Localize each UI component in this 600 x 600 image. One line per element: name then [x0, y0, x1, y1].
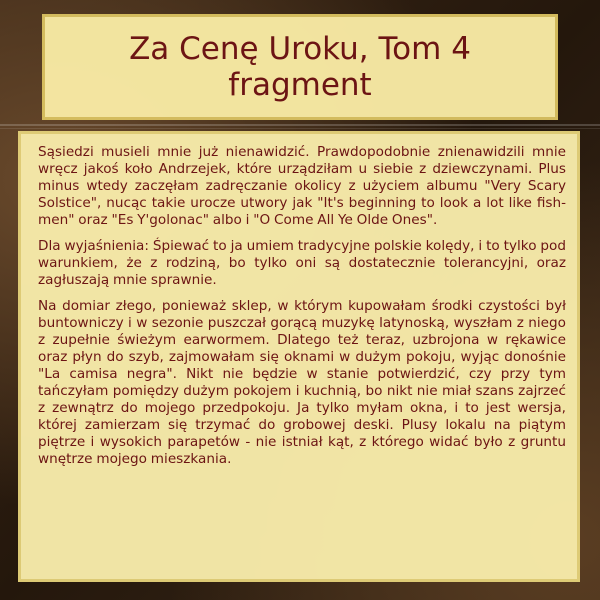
background-shelf-edge [0, 124, 600, 126]
title-line-1: Za Cenę Uroku, Tom 4 [129, 31, 471, 67]
background-shelf-edge-2 [0, 128, 600, 129]
paragraph-2: Dla wyjaśnienia: Śpiewać to ja umiem tradycyjne polskie kolędy, i to tylko pod warunkiem, że z rodziną, bo tylko oni są dostatecznie tolerancyjni, oraz zagłuszają mnie sprawnie. [38, 238, 566, 288]
paragraph-3: Na domiar złego, ponieważ sklep, w którym kupowałam środki czystości był buntowniczy i w sezonie puszczał gorącą muzykę latynoską, wyszłam z niego z zupełnie świeżym earwormem. Dlatego też teraz, uzbrojona w rękawice oraz płyn do szyb, zajmowałam się oknami w dużym pokoju, wyjąc donośnie "La camisa negra". Nikt nie będzie w stanie potwierdzić, czy przy tym tańczyłam pomiędzy dużym pokojem i kuchnią, bo nikt nie miał szans zajrzeć z zewnątrz do mojego przedpokoju. Ja tylko myłam okna, i to jest wersja, której zamierzam się trzymać do grobowej deski. Plusy lokalu na piątym piętrze i wysokich parapetów - nie istniał kąt, z którego widać było z gruntu wnętrze mojego mieszkania. [38, 298, 566, 467]
title-line-2: fragment [228, 67, 372, 103]
title-box [42, 14, 558, 120]
text-box [18, 131, 580, 582]
paragraph-1: Sąsiedzi musieli mnie już nienawidzić. Prawdopodobnie znienawidzili mnie wręcz jakoś koło Andrzejek, które urządziłam u siebie z dziewczynami. Plus minus wtedy zaczęłam zadręczanie okolicy z użyciem albumu "Very Scary Solstice", nucąc takie urocze utwory jak "It's beginning to look a lot like fish-men" oraz "Es Y'golonac" albo i "O Come All Ye Olde Ones". [38, 144, 566, 228]
